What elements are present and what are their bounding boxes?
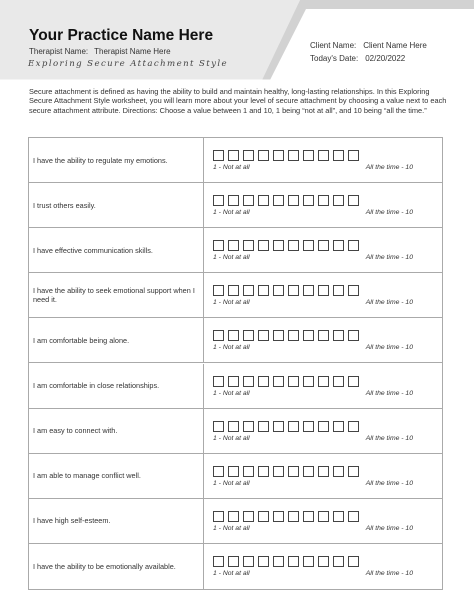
statement-text: I have high self-esteem. <box>33 516 111 526</box>
scale-low-label: 1 - Not at all <box>213 164 250 171</box>
scale-high-label: All the time - 10 <box>365 389 413 397</box>
rating-checkbox-1[interactable] <box>213 466 224 477</box>
rating-checkbox-7[interactable] <box>303 330 314 341</box>
rating-checkbox-9[interactable] <box>333 195 344 206</box>
scale-low-label: 1 - Not at all <box>213 344 250 352</box>
scale-high-label: All the time - 10 <box>365 434 413 442</box>
rating-checkbox-6[interactable] <box>288 195 299 206</box>
rating-scale <box>213 285 413 315</box>
scale-low-label: 1 - Not at all <box>213 299 250 307</box>
rating-checkbox-1[interactable] <box>213 511 224 522</box>
scale-low-label: 1 - Not at all <box>213 209 250 217</box>
scale-labels <box>213 480 413 487</box>
statement-cell <box>29 183 204 227</box>
statement-cell <box>29 454 204 498</box>
rating-checkbox-9[interactable] <box>333 150 344 161</box>
rating-checkbox-4[interactable] <box>258 330 269 341</box>
statement-cell <box>29 544 204 589</box>
rating-checkboxes <box>213 285 413 296</box>
table-row <box>29 364 442 409</box>
rating-checkboxes <box>213 195 413 206</box>
rating-checkbox-8[interactable] <box>318 195 329 206</box>
rating-checkbox-7[interactable] <box>303 466 314 477</box>
scale-labels <box>213 209 413 216</box>
scale-low-label: 1 - Not at all <box>213 479 250 487</box>
rating-scale <box>213 556 413 586</box>
rating-checkbox-3[interactable] <box>243 511 254 522</box>
rating-checkboxes <box>213 376 413 387</box>
worksheet-header <box>0 0 474 80</box>
rating-checkbox-5[interactable] <box>273 330 284 341</box>
rating-checkbox-3[interactable] <box>243 150 254 161</box>
rating-checkbox-1[interactable] <box>213 556 224 567</box>
rating-checkbox-4[interactable] <box>258 150 269 161</box>
rating-checkbox-8[interactable] <box>318 150 329 161</box>
table-row <box>29 273 442 318</box>
rating-scale <box>213 330 413 360</box>
table-row <box>29 544 442 589</box>
rating-checkbox-9[interactable] <box>333 285 344 296</box>
therapist-value[interactable]: Therapist Name Here <box>94 47 171 56</box>
rating-checkbox-1[interactable] <box>213 150 224 161</box>
rating-checkbox-2[interactable] <box>228 240 239 251</box>
statement-text: I have effective communication skills. <box>33 245 153 255</box>
rating-checkbox-6[interactable] <box>288 556 299 567</box>
rating-checkbox-9[interactable] <box>333 376 344 387</box>
scale-low-label: 1 - Not at all <box>213 389 250 397</box>
table-row <box>29 183 442 228</box>
practice-name: Your Practice Name Here <box>29 27 214 44</box>
rating-checkbox-10[interactable] <box>348 556 359 567</box>
statement-text: I have the ability to regulate my emotions. <box>33 155 168 165</box>
statement-cell <box>29 409 204 453</box>
rating-checkbox-1[interactable] <box>213 285 224 296</box>
scale-labels <box>213 525 413 532</box>
statement-cell <box>29 273 204 317</box>
rating-checkboxes <box>213 240 413 251</box>
rating-checkbox-4[interactable] <box>258 240 269 251</box>
table-row <box>29 409 442 454</box>
rating-checkbox-7[interactable] <box>303 240 314 251</box>
rating-checkbox-8[interactable] <box>318 421 329 432</box>
rating-checkbox-3[interactable] <box>243 285 254 296</box>
scale-labels <box>213 164 413 171</box>
rating-checkbox-2[interactable] <box>228 330 239 341</box>
scale-high-label: All the time - 10 <box>365 479 413 487</box>
scale-labels <box>213 570 413 577</box>
statement-cell <box>29 138 204 182</box>
statement-text: I trust others easily. <box>33 200 96 210</box>
client-value[interactable]: Client Name Here <box>363 41 427 50</box>
client-label: Client Name: <box>310 41 357 50</box>
rating-checkbox-4[interactable] <box>258 376 269 387</box>
statement-text: I am easy to connect with. <box>33 426 118 436</box>
rating-checkbox-1[interactable] <box>213 376 224 387</box>
date-label: Today's Date: <box>310 54 359 63</box>
scale-labels <box>213 254 413 261</box>
rating-checkbox-5[interactable] <box>273 556 284 567</box>
rating-scale <box>213 376 413 406</box>
table-row <box>29 499 442 544</box>
rating-checkbox-6[interactable] <box>288 330 299 341</box>
rating-checkbox-6[interactable] <box>288 150 299 161</box>
statement-text: I am comfortable in close relationships. <box>33 381 160 390</box>
rating-checkbox-4[interactable] <box>258 285 269 296</box>
rating-checkbox-8[interactable] <box>318 330 329 341</box>
rating-checkbox-5[interactable] <box>273 240 284 251</box>
rating-checkbox-3[interactable] <box>243 466 254 477</box>
rating-checkbox-10[interactable] <box>348 376 359 387</box>
therapist-line <box>29 47 171 56</box>
rating-checkbox-9[interactable] <box>333 240 344 251</box>
table-row <box>29 318 442 363</box>
intro-paragraph: Secure attachment is defined as having the ability to build and maintain healthy, long-lasting relationships. In this Exploring Secure Attachment Style worksheet, you will learn more about your level of secure attachment by choosing a value next to each secure attachment attribute. Directions: Choose a value between 1 and 10, 1 being “not at all”, and 10 being “all the time.” <box>29 87 447 115</box>
rating-checkboxes <box>213 150 413 161</box>
rating-checkbox-10[interactable] <box>348 150 359 161</box>
rating-checkbox-6[interactable] <box>288 511 299 522</box>
rating-checkbox-4[interactable] <box>258 556 269 567</box>
scale-low-label: 1 - Not at all <box>213 524 250 532</box>
rating-checkbox-8[interactable] <box>318 285 329 296</box>
rating-checkboxes <box>213 330 413 341</box>
rating-scale <box>213 195 413 225</box>
scale-labels <box>213 344 413 351</box>
rating-checkbox-1[interactable] <box>213 330 224 341</box>
rating-checkbox-3[interactable] <box>243 195 254 206</box>
rating-checkbox-2[interactable] <box>228 150 239 161</box>
rating-checkbox-6[interactable] <box>288 466 299 477</box>
rating-checkbox-2[interactable] <box>228 421 239 432</box>
rating-checkbox-7[interactable] <box>303 195 314 206</box>
rating-table <box>28 137 443 590</box>
scale-low-label: 1 - Not at all <box>213 569 250 577</box>
statement-cell <box>29 228 204 272</box>
rating-checkbox-10[interactable] <box>348 421 359 432</box>
rating-checkboxes <box>213 511 413 522</box>
statement-cell <box>29 364 204 408</box>
table-row <box>29 454 442 499</box>
rating-checkbox-9[interactable] <box>333 466 344 477</box>
rating-checkbox-5[interactable] <box>273 376 284 387</box>
rating-checkbox-2[interactable] <box>228 511 239 522</box>
date-line <box>310 54 405 63</box>
table-row <box>29 138 442 183</box>
therapist-label: Therapist Name: <box>29 47 89 56</box>
scale-high-label: All the time - 10 <box>365 209 413 217</box>
scale-labels <box>213 299 413 306</box>
rating-checkbox-4[interactable] <box>258 195 269 206</box>
rating-checkbox-5[interactable] <box>273 195 284 206</box>
rating-checkbox-8[interactable] <box>318 376 329 387</box>
rating-checkbox-4[interactable] <box>258 421 269 432</box>
rating-checkbox-3[interactable] <box>243 556 254 567</box>
statement-text: I have the ability to seek emotional support when I need it. <box>33 286 195 305</box>
scale-low-label: 1 - Not at all <box>213 254 250 262</box>
rating-checkbox-2[interactable] <box>228 285 239 296</box>
scale-low-label: 1 - Not at all <box>213 434 250 442</box>
rating-checkbox-3[interactable] <box>243 330 254 341</box>
rating-checkbox-9[interactable] <box>333 421 344 432</box>
rating-scale <box>213 511 413 541</box>
rating-checkbox-5[interactable] <box>273 466 284 477</box>
client-name-line <box>310 41 427 50</box>
rating-checkbox-1[interactable] <box>213 195 224 206</box>
rating-checkbox-1[interactable] <box>213 240 224 251</box>
rating-checkbox-5[interactable] <box>273 285 284 296</box>
rating-checkbox-8[interactable] <box>318 240 329 251</box>
rating-scale <box>213 421 413 451</box>
rating-checkbox-5[interactable] <box>273 511 284 522</box>
rating-checkboxes <box>213 421 413 432</box>
rating-checkbox-3[interactable] <box>243 376 254 387</box>
rating-checkbox-10[interactable] <box>348 330 359 341</box>
date-value[interactable]: 02/20/2022 <box>365 54 406 63</box>
rating-checkbox-3[interactable] <box>243 240 254 251</box>
rating-checkbox-10[interactable] <box>348 285 359 296</box>
scale-high-label: All the time - 10 <box>365 569 413 577</box>
rating-checkbox-8[interactable] <box>318 511 329 522</box>
table-row <box>29 228 442 273</box>
rating-checkbox-4[interactable] <box>258 511 269 522</box>
scale-high-label: All the time - 10 <box>365 344 413 352</box>
rating-checkbox-2[interactable] <box>228 556 239 567</box>
worksheet-title: Exploring Secure Attachment Style <box>28 59 229 69</box>
rating-checkbox-2[interactable] <box>228 376 239 387</box>
scale-high-label: All the time - 10 <box>365 164 413 171</box>
rating-scale <box>213 240 413 270</box>
rating-checkbox-2[interactable] <box>228 195 239 206</box>
rating-checkboxes <box>213 466 413 477</box>
rating-checkbox-7[interactable] <box>303 150 314 161</box>
scale-high-label: All the time - 10 <box>365 299 413 307</box>
statement-cell <box>29 499 204 543</box>
rating-checkbox-9[interactable] <box>333 556 344 567</box>
rating-checkbox-1[interactable] <box>213 421 224 432</box>
rating-checkbox-4[interactable] <box>258 466 269 477</box>
rating-checkbox-5[interactable] <box>273 150 284 161</box>
rating-checkbox-3[interactable] <box>243 421 254 432</box>
rating-checkbox-7[interactable] <box>303 421 314 432</box>
rating-checkbox-10[interactable] <box>348 240 359 251</box>
statement-text: I am comfortable being alone. <box>33 335 130 345</box>
rating-checkbox-7[interactable] <box>303 511 314 522</box>
statement-cell <box>29 318 204 362</box>
rating-checkbox-8[interactable] <box>318 466 329 477</box>
scale-high-label: All the time - 10 <box>365 254 413 262</box>
rating-checkbox-6[interactable] <box>288 376 299 387</box>
rating-checkbox-6[interactable] <box>288 421 299 432</box>
rating-checkbox-7[interactable] <box>303 376 314 387</box>
rating-scale <box>213 150 413 180</box>
scale-labels <box>213 435 413 442</box>
statement-text: I have the ability to be emotionally available. <box>33 561 176 571</box>
rating-checkbox-2[interactable] <box>228 466 239 477</box>
statement-text: I am able to manage conflict well. <box>33 471 141 481</box>
rating-checkboxes <box>213 556 413 567</box>
rating-checkbox-7[interactable] <box>303 556 314 567</box>
rating-checkbox-10[interactable] <box>348 466 359 477</box>
scale-labels <box>213 390 413 397</box>
rating-checkbox-6[interactable] <box>288 240 299 251</box>
rating-checkbox-9[interactable] <box>333 330 344 341</box>
rating-checkbox-8[interactable] <box>318 556 329 567</box>
rating-checkbox-9[interactable] <box>333 511 344 522</box>
rating-checkbox-10[interactable] <box>348 195 359 206</box>
rating-scale <box>213 466 413 496</box>
rating-checkbox-6[interactable] <box>288 285 299 296</box>
rating-checkbox-10[interactable] <box>348 511 359 522</box>
rating-checkbox-5[interactable] <box>273 421 284 432</box>
rating-checkbox-7[interactable] <box>303 285 314 296</box>
scale-high-label: All the time - 10 <box>365 524 413 532</box>
